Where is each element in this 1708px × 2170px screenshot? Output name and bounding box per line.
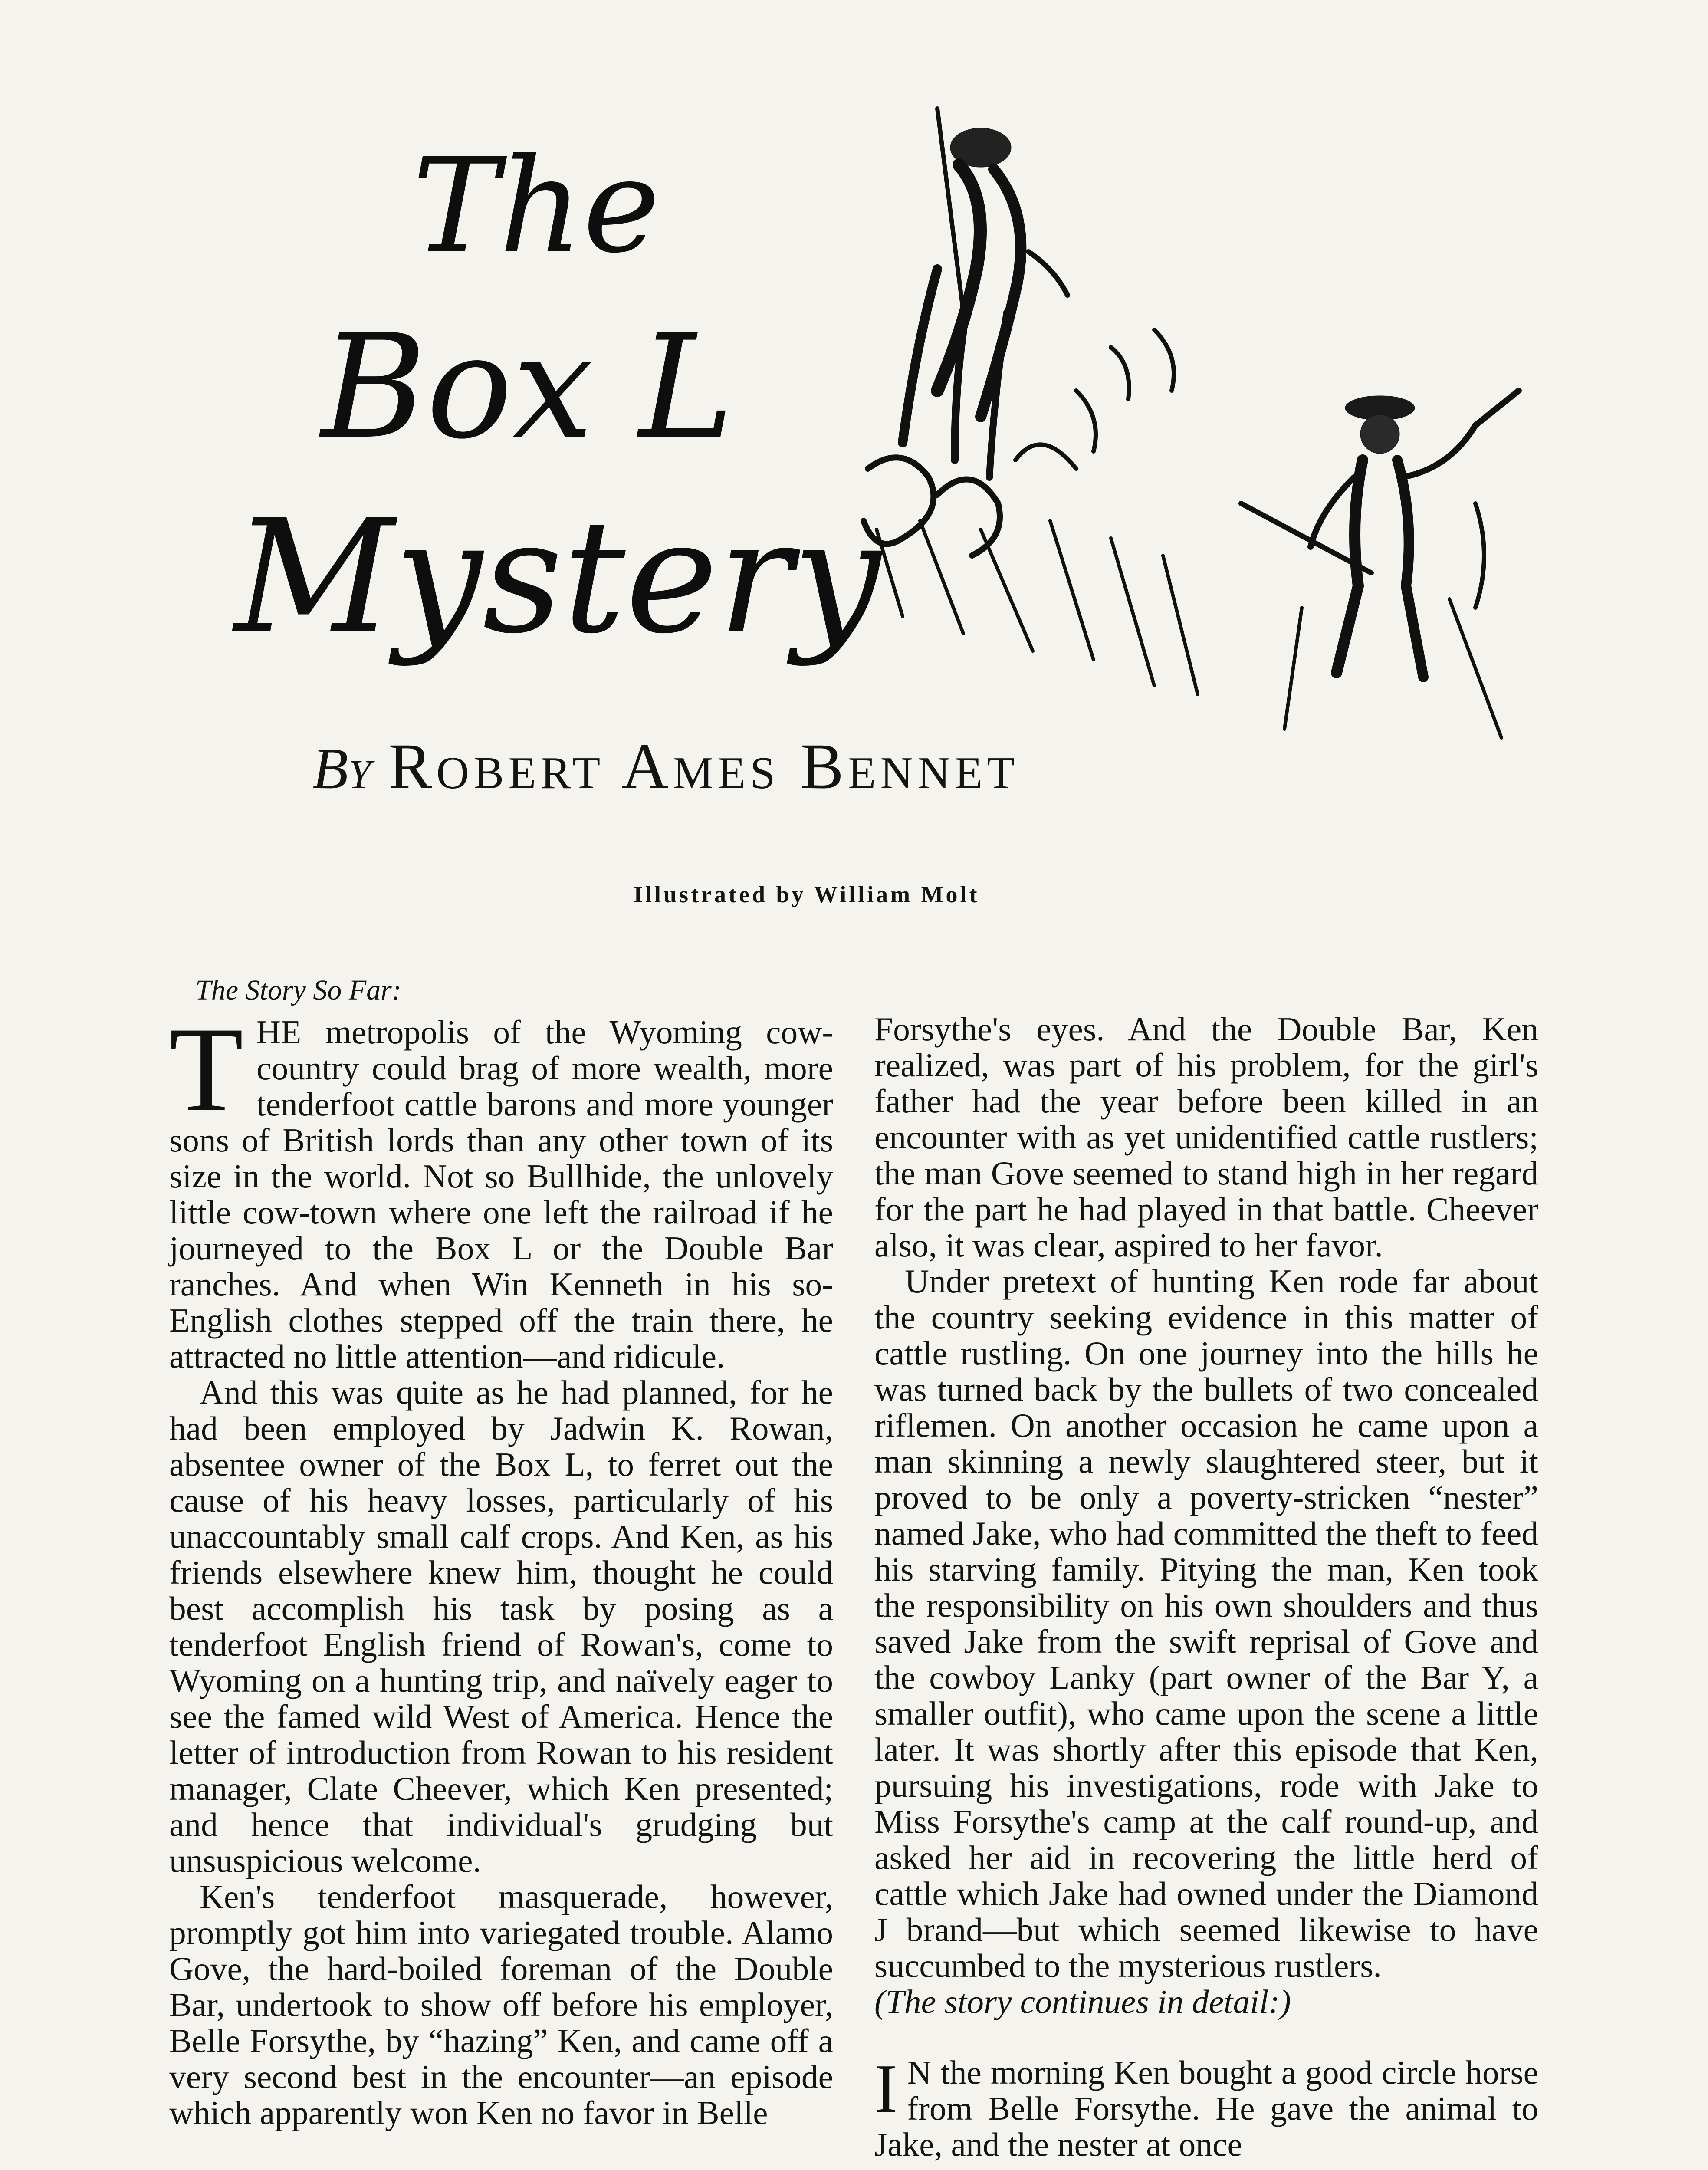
paragraph-3-continued: Forsythe's eyes. And the Double Bar, Ken realized, was part of his problem, for the girl's father had the year before been killed in an encounter with as yet unidentified cattle rustlers; the man Gove seemed to stand high in her regard for the part he had played in that battle. Cheever also, it was clear, aspired to her favor. bbox=[874, 1010, 1538, 1264]
paragraph-5 bbox=[874, 2050, 1538, 2163]
column-right bbox=[874, 1011, 1538, 2163]
section-gap bbox=[874, 2020, 1538, 2055]
story-so-far-label: The Story So Far: bbox=[195, 974, 401, 1006]
article-title-line-2: Box L bbox=[321, 304, 734, 470]
article-title-line-1: The bbox=[412, 130, 660, 282]
drop-cap-2: I bbox=[874, 2050, 898, 2127]
story-continues-note: (The story continues in detail:) bbox=[874, 1983, 1291, 2020]
horsemen-illustration bbox=[851, 87, 1558, 760]
illustration-credit: Illustrated by William Molt bbox=[634, 881, 980, 907]
drop-cap: T bbox=[169, 1002, 244, 1137]
author-name: Robert Ames Bennet bbox=[388, 730, 1019, 802]
paragraph-1-text: HE metropolis of the Wyoming cow-country could brag of more wealth, more tenderfoot cattle barons and more younger sons of British lords than any other town of its size in the world. Not so Bullhide, the unlovely little cow-town where one left the railroad if he journeyed to the Box L or the Double Bar ranches. And when Win Kenneth in his so-English clothes stepped off the train there, he attracted no little attention—and ridicule. bbox=[169, 1013, 833, 1375]
paragraph-2: And this was quite as he had planned, for he had been employed by Jadwin K. Rowan, absentee owner of the Box L, to ferret out the cause of his heavy losses, particularly of his unaccountably small calf crops. And Ken, as his friends elsewhere knew him, thought he could best accomplish his task by posing as a tenderfoot English friend of Rowan's, come to Wyoming on a hunting trip, and naïvely eager to see the famed wild West of America. Hence the letter of introduction from Rowan to his resident manager, Clate Cheever, which Ken presented; and hence that individual's grudging but unsuspicious welcome. bbox=[169, 1374, 833, 1879]
column-left bbox=[169, 972, 833, 2131]
article-title-line-3: Mystery bbox=[234, 486, 881, 668]
byline-prefix: By bbox=[312, 736, 371, 801]
paragraph-5-text: N the morning Ken bought a good circle horse from Belle Forsythe. He gave the animal to Jake, and the nester at once bbox=[874, 2054, 1538, 2163]
byline bbox=[312, 729, 1019, 804]
paragraph-1 bbox=[169, 1002, 833, 1375]
paragraph-4: Under pretext of hunting Ken rode far about the country seeking evidence in this matter of cattle rustling. On one journey into the hills he was turned back by the bullets of two concealed riflemen. On another occasion he came upon a man skinning a newly slaughtered steer, but it proved to be only a poverty-stricken “nester” named Jake, who had committed the theft to feed his starving family. Pitying the man, Ken took the responsibility on his own shoulders and thus saved Jake from the swift reprisal of Gove and the cowboy Lanky (part owner of the Bar Y, a smaller outfit), who came upon the scene a little later. It was shortly after this episode that Ken, pursuing his investigations, rode with Jake to Miss Forsythe's camp at the calf round-up, and asked her aid in recovering the little herd of cattle which Jake had owned under the Diamond J brand—but which seemed likewise to have succumbed to the mysterious rustlers. bbox=[874, 1263, 1538, 1984]
paragraph-3: Ken's tenderfoot masquerade, however, promptly got him into variegated trouble. Alamo Gove, the hard-boiled foreman of the Double Bar, undertook to show off before his employer, Belle Forsythe, by “hazing” Ken, and came off a very second best in the encounter—an episode which apparently won Ken no favor in Belle bbox=[169, 1878, 833, 2131]
